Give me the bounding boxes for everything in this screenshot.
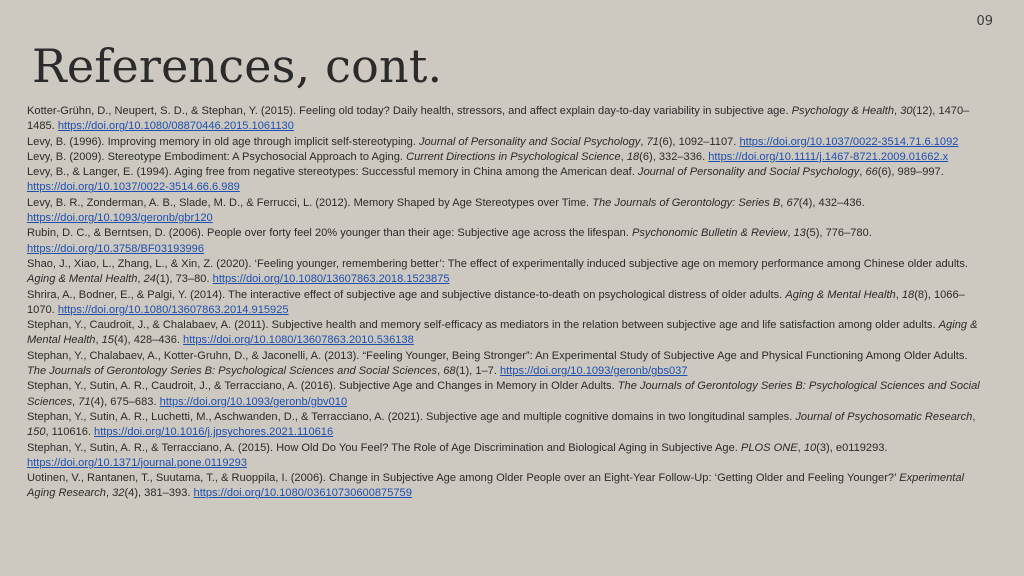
reference-separator: , [780,196,787,209]
reference-pages: (4), 675–683. [90,395,160,408]
reference-journal: Experimental Aging Research [27,472,964,500]
reference-text: Stephan, Y., Sutin, A. R., & Terracciano, A. (2015). How Old Do You Feel? The Role of Age Discrimination and Biological Aging in Subjective Age. [27,441,741,454]
reference-journal: Aging & Mental Health [27,319,978,347]
reference-volume: 71 [646,135,659,148]
reference-separator: , [437,365,444,378]
reference-volume: 18 [626,150,640,163]
reference-pages: (6), 1092–1107. [658,135,740,148]
reference-doi-link[interactable]: https://doi.org/10.1111/j.1467-8721.2009.01662.x [708,150,949,163]
reference-text: Stephan, Y., Caudroit, J., & Chalabaev, A. (2011). Subjective health and memory self-efficacy as mediators in the relation between subjective age and life satisfaction among older adults. [27,319,939,332]
reference-journal: The Journals of Gerontology: Series B [592,196,781,209]
reference-separator: , [95,334,102,347]
reference-doi-link[interactable]: https://doi.org/10.1093/geronb/gbv010 [159,395,348,408]
reference-doi-link[interactable]: https://doi.org/10.1080/08870446.2015.1061130 [57,120,294,133]
reference-journal: Psychonomic Bulletin & Review [631,227,788,240]
reference-entry [27,471,987,502]
reference-text: Levy, B. R., Zonderman, A. B., Slade, M. D., & Ferrucci, L. (2012). Memory Shaped by Age Stereotypes over Time. [27,196,593,209]
reference-pages: (1), 1–7. [455,365,500,378]
reference-doi-link[interactable]: https://doi.org/10.1037/0022-3514.66.6.989 [27,181,240,194]
reference-pages: (4), 432–436. [798,196,865,209]
reference-entry [27,441,987,472]
reference-volume: 32 [112,487,125,500]
reference-volume: 30 [900,105,913,117]
page-title: References, cont. [32,39,443,93]
reference-separator: , [797,441,804,454]
reference-doi-link[interactable]: https://doi.org/10.1080/13607863.2014.915925 [57,303,289,316]
reference-volume: 24 [143,273,156,286]
reference-doi-link[interactable]: https://doi.org/10.1093/geronb/gbs037 [500,365,688,378]
reference-pages: (8), 1066–1070. [27,288,965,316]
reference-pages: (6), 332–336. [639,150,709,163]
reference-entry [27,379,987,410]
reference-pages: (1), 73–80. [155,273,213,286]
reference-entry [27,165,987,196]
reference-text: Levy, B., & Langer, E. (1994). Aging free from negative stereotypes: Successful memory in China among the American deaf. [27,166,638,179]
reference-text: Rubin, D. C., & Berntsen, D. (2006). People over forty feel 20% younger than their age: Subjective age across the lifespan. [27,227,632,240]
reference-text: Shao, J., Xiao, L., Zhang, L., & Xin, Z. (2020). ‘Feeling younger, remembering better’: The effect of experimentally induced subjective age on memory performance among Chinese older adults. [27,257,969,270]
reference-journal: Psychology & Health [791,105,895,117]
reference-pages: (6), 989–997. [877,166,944,179]
reference-journal: Aging & Mental Health [785,288,896,301]
reference-journal: Current Directions in Psychological Science [406,150,621,163]
reference-separator: , [72,395,79,408]
reference-separator: , [137,273,144,286]
reference-doi-link[interactable]: https://doi.org/10.1093/geronb/gbr120 [27,212,213,225]
reference-journal: PLOS ONE [740,441,798,454]
reference-pages: , 110616. [45,426,95,439]
reference-pages: (12), 1470–1485. [27,105,970,133]
reference-doi-link[interactable]: https://doi.org/10.1080/03610730600875759 [193,487,412,500]
reference-text: Levy, B. (2009). Stereotype Embodiment: A Psychosocial Approach to Aging. [27,150,407,163]
reference-doi-link[interactable]: https://doi.org/10.1016/j.jpsychores.2021.110616 [94,426,334,439]
reference-separator: , [894,105,901,117]
reference-pages: (4), 428–436. [113,334,184,347]
reference-entry [27,349,987,380]
reference-volume: 66 [865,166,878,179]
reference-entry [27,226,987,257]
reference-entry [27,135,987,150]
reference-doi-link[interactable]: https://doi.org/10.1080/13607863.2010.536138 [183,334,414,347]
reference-text: Stephan, Y., Sutin, A. R., Luchetti, M., Aschwanden, D., & Terracciano, A. (2021). Subjective age and multiple cognitive domains in two longitudinal samples. [27,410,796,423]
reference-journal: Journal of Personality and Social Psychology [418,135,641,148]
reference-entry [27,410,987,441]
reference-volume: 18 [901,288,915,301]
references-list [27,104,987,502]
reference-separator: , [895,288,902,301]
reference-entry [27,257,987,288]
reference-text: Stephan, Y., Sutin, A. R., Caudroit, J., & Terracciano, A. (2016). Subjective Age and Changes in Memory in Older Adults. [27,380,618,393]
reference-volume: 68 [443,365,456,378]
reference-pages: (5), 776–780. [805,227,872,240]
reference-separator: , [859,166,866,179]
page-number: 09 [976,14,993,29]
reference-text: Kotter-Grühn, D., Neupert, S. D., & Stephan, Y. (2015). Feeling old today? Daily health, stressors, and affect explain day-to-day variability in subjective age. [27,105,792,117]
reference-text: Shrira, A., Bodner, E., & Palgi, Y. (2014). The interactive effect of subjective age and subjective distance-to-death on psychological distress of older adults. [27,288,786,301]
reference-separator: , [972,410,976,423]
reference-journal: The Journals of Gerontology Series B: Psychological Sciences and Social Sciences [27,380,980,408]
reference-doi-link[interactable]: https://doi.org/10.1037/0022-3514.71.6.1092 [739,135,959,148]
reference-doi-link[interactable]: https://doi.org/10.1080/13607863.2018.1523875 [212,273,450,286]
reference-journal: Journal of Psychosomatic Research [795,410,973,423]
reference-journal: Journal of Personality and Social Psychology [637,166,860,179]
reference-pages: (3), e0119293. [816,441,888,454]
reference-volume: 15 [101,334,114,347]
reference-entry [27,150,987,165]
reference-volume: 13 [793,227,806,240]
reference-pages: (4), 381–393. [124,487,194,500]
reference-separator: , [640,135,647,148]
reference-entry [27,104,987,135]
reference-text: Levy, B. (1996). Improving memory in old age through implicit self-stereotyping. [27,135,419,148]
reference-journal: The Journals of Gerontology Series B: Psychological Sciences and Social Sciences [27,365,438,378]
reference-entry [27,318,987,349]
reference-doi-link[interactable]: https://doi.org/10.1371/journal.pone.0119293 [27,456,247,469]
reference-volume: 150 [27,426,46,439]
reference-journal: Aging & Mental Health [27,273,138,286]
reference-separator: , [787,227,794,240]
reference-entry [27,288,987,319]
reference-separator: , [105,487,113,500]
reference-doi-link[interactable]: https://doi.org/10.3758/BF03193996 [27,242,205,255]
reference-volume: 67 [786,196,799,209]
reference-text: Stephan, Y., Chalabaev, A., Kotter-Gruhn, D., & Jaconelli, A. (2013). “Feeling Younger, Being Stronger”: An Experimental Study of Subjective Age and Physical Functioning Among Older Adults. [27,349,968,362]
reference-volume: 71 [78,395,91,408]
reference-separator: , [620,150,627,163]
reference-entry [27,196,987,227]
reference-text: Uotinen, V., Rantanen, T., Suutama, T., & Ruoppila, I. (2006). Change in Subjective Age among Older People over an Eight-Year Follow-Up: ‘Getting Older and Feeling Younger?’ [27,472,900,485]
reference-volume: 10 [803,441,817,454]
